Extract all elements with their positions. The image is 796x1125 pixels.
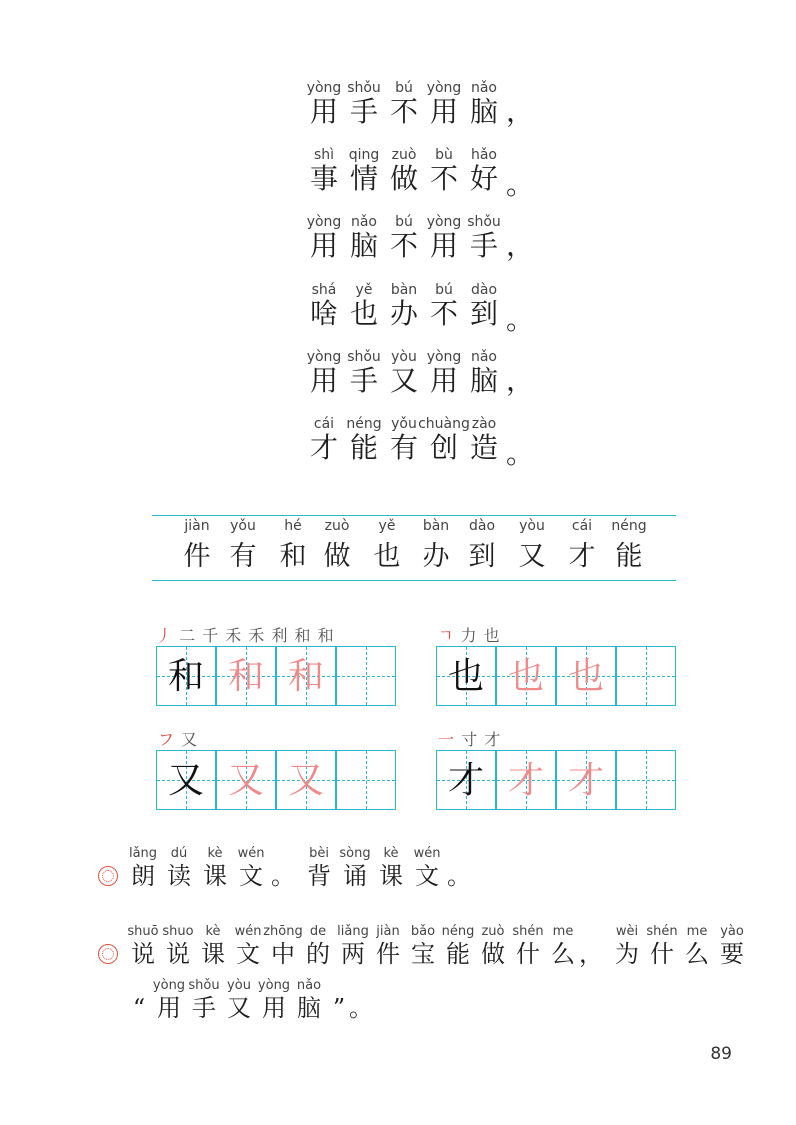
exercise-pinyin: yào [720,924,744,939]
char-pinyin: jiàn [184,518,210,534]
seal-icon [98,944,118,964]
trace-char: 才 [567,760,604,801]
poem-char: nǎo 脑 [344,228,384,264]
poem-line [0,349,796,399]
exercise-pinyin: néng [441,924,475,939]
poem-pinyin: nǎo [470,80,498,96]
new-char: 到 [468,541,496,572]
exercise-char: kè 课 [198,938,228,970]
char-pinyin: hé [284,518,302,534]
grid-cell [216,750,276,810]
poem-line [0,282,796,336]
poem-pinyin: yòng [306,214,342,230]
poem-punct: 。 [506,168,535,201]
poem-char: dào 到 [464,296,504,332]
poem-pinyin: néng [346,416,382,432]
exercise-char: jiàn 件 [373,938,403,970]
exercise-pinyin: jiàn [376,924,400,939]
new-char: 件 [183,541,211,572]
exercise-pinyin: me [552,924,574,939]
char-pinyin: bàn [422,518,450,534]
exercise-punct: “ [132,994,146,1022]
poem-line [0,416,796,470]
trace-char: 才 [507,760,544,801]
new-char: 又 [518,541,546,572]
poem-char: zào 造 [464,430,504,466]
stroke-order [156,623,335,646]
exercise-char: néng 能 [443,938,473,970]
stroke-order-text: ㄱ 力 也 [438,626,501,645]
grid-cell [216,646,276,706]
stroke-order-text: 丿 二 千 禾 禾 利 和 和 [156,626,335,645]
grid-cell-blank[interactable] [336,750,396,810]
poem-punct: 。 [506,437,535,470]
grid-cell-blank[interactable] [616,750,676,810]
exercise-char: bèi 背 [304,860,334,892]
first-stroke: 丿 [156,626,174,645]
first-stroke: ㄱ [438,626,455,645]
poem-char: shǒu 手 [344,94,384,130]
exercise-char: wèi 为 [612,938,642,970]
char-pinyin: yǒu [230,518,256,534]
poem-pinyin: zuò [391,147,417,163]
poem-pinyin: bú [395,80,413,96]
exercise-char: shén 什 [647,938,677,970]
grid-cell [556,646,616,706]
poem-char: bú 不 [424,296,464,332]
exercise-1 [128,846,488,892]
new-char: 和 [279,541,307,572]
poem-pinyin: nǎo [470,349,498,365]
exercise-pinyin: liǎng [337,924,369,939]
exercise-char: wén 文 [412,860,442,892]
exercise-pinyin: zhōng [263,924,303,939]
stroke-order-text: フ 又 [158,730,199,749]
exercise-char: kè 课 [200,860,230,892]
exercise-pinyin: shén [646,924,678,939]
exercise-char: shuo 说 [163,938,193,970]
poem-pinyin: yòng [426,80,462,96]
exercise-pinyin: shén [512,924,544,939]
poem-pinyin: bú [395,214,413,230]
exercise-pinyin: shǒu [188,978,220,993]
trace-char: 又 [227,760,264,801]
new-char: 办 [422,541,450,572]
exercise-punct: 。 [349,994,373,1022]
new-char: 才 [568,541,596,572]
poem-char: yòng 用 [424,363,464,399]
grid-cell [496,646,556,706]
stroke-order [438,727,501,750]
exercise-char: shén 什 [513,938,543,970]
exercise-char: lǎng 朗 [128,860,158,892]
poem-char: shì 事 [304,161,344,197]
exercise-pinyin: shuō [127,924,159,939]
grid-cell [436,646,496,706]
model-char: 又 [167,760,204,801]
poem-pinyin: chuàng [418,416,470,432]
exercise-pinyin: kè [383,846,399,861]
poem-char: shǒu 手 [464,228,504,264]
poem-char: yòng 用 [304,94,344,130]
poem-char: yě 也 [344,296,384,332]
char-pinyin: yòu [519,518,545,534]
poem-char: nǎo 脑 [464,363,504,399]
stroke-order-text: 一 寸 才 [438,730,502,749]
exercise-char: yòng 用 [259,992,289,1024]
poem-line [0,147,796,201]
exercise-pinyin: bǎo [410,924,436,939]
trace-char: 和 [287,656,324,697]
exercise-punct: ” [332,994,346,1022]
exercise-char: wén 文 [236,860,266,892]
exercise-2-line-2 [124,978,384,1024]
grid-cell [276,750,336,810]
exercise-pinyin: yòng [257,978,291,993]
poem-char: bú 不 [384,228,424,264]
grid-cell-blank[interactable] [336,646,396,706]
poem-pinyin: shá [311,282,337,298]
poem-pinyin: yòng [426,214,462,230]
poem-pinyin: cái [313,416,335,432]
poem-char: bàn 办 [384,296,424,332]
char-pinyin: cái [571,518,593,534]
exercise-char: bǎo 宝 [408,938,438,970]
exercise-char: me 么 [682,938,712,970]
exercise-pinyin: wèi [615,924,639,939]
trace-char: 也 [507,656,544,697]
exercise-pinyin: kè [207,846,223,861]
grid-cell [436,750,496,810]
char-pinyin: zuò [324,518,350,534]
poem-punct: 。 [506,303,535,336]
poem-char: chuàng 创 [424,430,464,466]
poem-line [0,214,796,264]
grid-cell [156,750,216,810]
poem-pinyin: bù [435,147,453,163]
new-characters-bar [152,515,676,581]
poem-pinyin: shì [313,147,335,163]
poem-char: yòng 用 [424,228,464,264]
exercise-char: shuō 说 [128,938,158,970]
exercise-pinyin: yòng [152,978,186,993]
grid-cell [496,750,556,810]
grid-cell-blank[interactable] [616,646,676,706]
exercise-pinyin: bèi [309,846,329,861]
poem-pinyin: nǎo [350,214,378,230]
poem-char: néng 能 [344,430,384,466]
poem-line [0,80,796,130]
exercise-pinyin: wén [237,846,265,861]
poem-pinyin: yě [355,282,373,298]
exercise-char: nǎo 脑 [294,992,324,1024]
poem-char: bù 不 [424,161,464,197]
char-pinyin: dào [468,518,496,534]
poem-pinyin: qing [348,147,380,163]
page-number: 89 [710,1044,732,1064]
exercise-pinyin: me [686,924,708,939]
trace-char: 也 [567,656,604,697]
poem-char: shá 啥 [304,296,344,332]
exercise-char: zuò 做 [478,938,508,970]
poem-punct: ， [506,95,535,128]
exercise-pinyin: kè [205,924,221,939]
exercise-char: shǒu 手 [189,992,219,1024]
new-char: 也 [373,541,401,572]
poem-pinyin: yòu [391,349,417,365]
char-pinyin: yě [378,518,396,534]
exercise-char: me 么 [548,938,578,970]
poem-pinyin: yòng [306,80,342,96]
poem-char: qing 情 [344,161,384,197]
exercise-pinyin: wén [413,846,441,861]
poem-char: yǒu 有 [384,430,424,466]
char-pinyin: néng [611,518,647,534]
exercise-char: yào 要 [717,938,747,970]
grid-cell [276,646,336,706]
first-stroke: 一 [438,730,456,749]
poem-char: nǎo 脑 [464,94,504,130]
poem-punct: ， [506,364,535,397]
poem-char: bú 不 [384,94,424,130]
exercise-punct: 。 [447,862,471,890]
poem-pinyin: yòng [426,349,462,365]
exercise-pinyin: sòng [339,846,371,861]
exercise-char: wén 文 [233,938,263,970]
poem-char: yòng 用 [304,228,344,264]
grid-cell [556,750,616,810]
seal-icon [98,866,118,886]
exercise-2-line-1 [127,924,748,970]
exercise-char: liǎng 两 [338,938,368,970]
model-char: 才 [447,760,484,801]
poem-pinyin: yǒu [391,416,417,432]
poem-char: yòng 用 [424,94,464,130]
new-char: 做 [323,541,351,572]
poem-char: zuò 做 [384,161,424,197]
exercise-pinyin: zuò [481,924,505,939]
exercise-punct: ， [579,940,603,968]
poem-char: cái 才 [304,430,344,466]
poem-char: shǒu 手 [344,363,384,399]
new-char: 能 [615,541,643,572]
exercise-pinyin: de [309,924,327,939]
stroke-order [158,727,198,750]
exercise-pinyin: yòu [227,978,251,993]
poem-pinyin: shǒu [347,349,381,365]
new-char: 有 [229,541,257,572]
exercise-char: kè 课 [376,860,406,892]
exercise-char: dú 读 [164,860,194,892]
exercise-pinyin: nǎo [296,978,322,993]
poem-pinyin: shǒu [347,80,381,96]
poem-char: hǎo 好 [464,161,504,197]
exercise-pinyin: shuo [162,924,194,939]
exercise-pinyin: dú [170,846,188,861]
exercise-char: sòng 诵 [340,860,370,892]
poem-char: yòu 又 [384,363,424,399]
stroke-order [438,623,501,646]
poem-pinyin: yòng [306,349,342,365]
model-char: 也 [447,656,484,697]
trace-char: 又 [287,760,324,801]
poem-pinyin: bú [435,282,453,298]
grid-cell [156,646,216,706]
poem-pinyin: shǒu [467,214,501,230]
exercise-pinyin: wén [234,924,262,939]
first-stroke: フ [158,730,176,749]
model-char: 和 [167,656,204,697]
exercise-char: yòu 又 [224,992,254,1024]
trace-char: 和 [227,656,264,697]
exercise-pinyin: lǎng [128,846,158,861]
poem-pinyin: bàn [390,282,418,298]
poem-pinyin: hǎo [470,147,498,163]
poem-char: yòng 用 [304,363,344,399]
exercise-char: de 的 [303,938,333,970]
poem-punct: ， [506,229,535,262]
exercise-punct: 。 [271,862,295,890]
exercise-char: zhōng 中 [268,938,298,970]
exercise-char: yòng 用 [154,992,184,1024]
poem-pinyin: dào [470,282,498,298]
poem-pinyin: zào [471,416,497,432]
